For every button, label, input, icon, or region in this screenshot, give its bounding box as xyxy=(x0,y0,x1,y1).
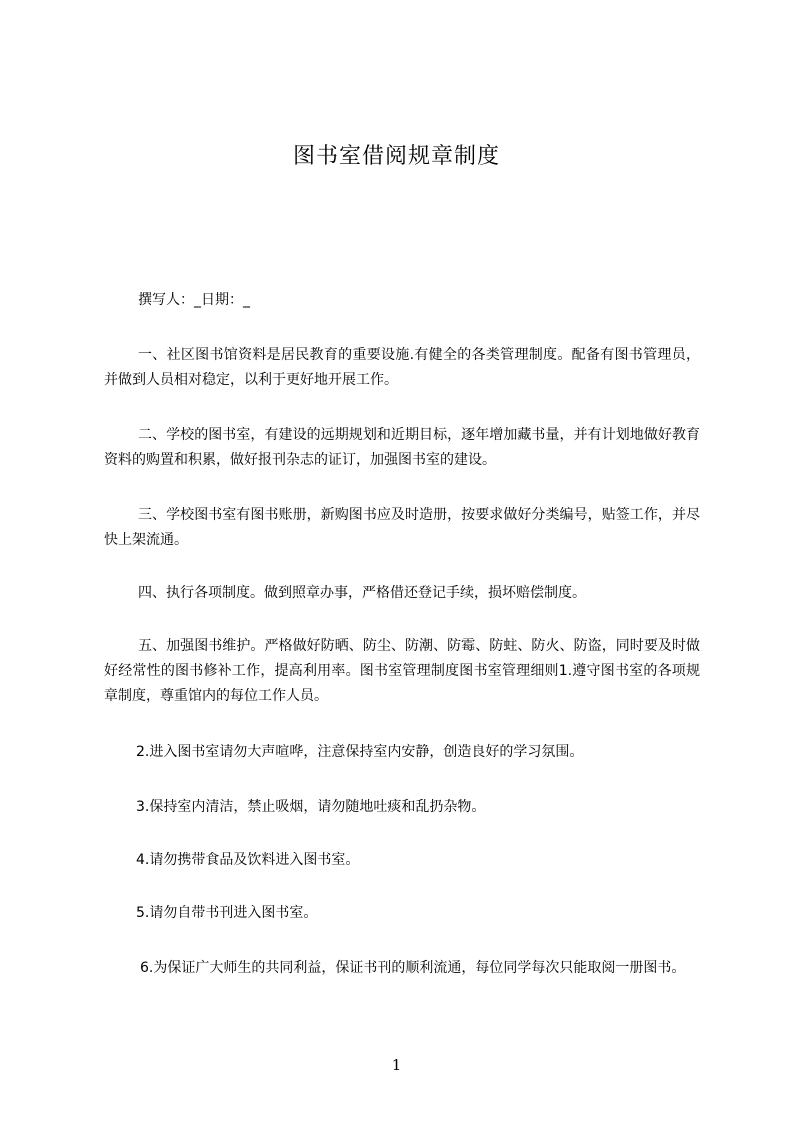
rule-item-4: 4.请勿携带食品及饮料进入图书室。 xyxy=(136,852,360,868)
rule-item-6: 6.为保证广大师生的共同利益，保证书刊的顺利流通，每位同学每次只能取阅一册图书。 xyxy=(140,960,686,976)
author-date-line: 撰写人：_日期：_ xyxy=(138,292,250,308)
paragraph-5: 五、加强图书维护。严格做好防晒、防尘、防潮、防霉、防蛀、防火、防盗，同时要及时做好经常性的图书修补工作，提高利用率。图书室管理制度图书室管理细则1.遵守图书室的各项规章制度，尊重馆内的每位工作人员。 xyxy=(104,638,700,704)
paragraph-2: 二、学校的图书室，有建设的远期规划和近期目标，逐年增加藏书量，并有计划地做好教育资料的购置和积累，做好报刊杂志的证订，加强图书室的建设。 xyxy=(104,427,700,468)
paragraph-1: 一、社区图书馆资料是居民教育的重要设施.有健全的各类管理制度。配备有图书管理员，并做到人员相对稳定，以利于更好地开展工作。 xyxy=(104,347,700,388)
page-number: 1 xyxy=(391,1056,402,1074)
rule-item-5: 5.请勿自带书刊进入图书室。 xyxy=(136,905,318,921)
rule-item-2: 2.进入图书室请勿大声喧哗，注意保持室内安静，创造良好的学习氛围。 xyxy=(136,744,584,760)
rule-item-3: 3.保持室内清洁，禁止吸烟，请勿随地吐痰和乱扔杂物。 xyxy=(136,799,486,815)
paragraph-3: 三、学校图书室有图书账册，新购图书应及时造册，按要求做好分类编号，贴签工作，并尽快上架流通。 xyxy=(104,507,700,548)
paragraph-4: 四、执行各项制度。做到照章办事，严格借还登记手续，损坏赔偿制度。 xyxy=(138,585,586,601)
document-title: 图书室借阅规章制度 xyxy=(292,144,500,169)
